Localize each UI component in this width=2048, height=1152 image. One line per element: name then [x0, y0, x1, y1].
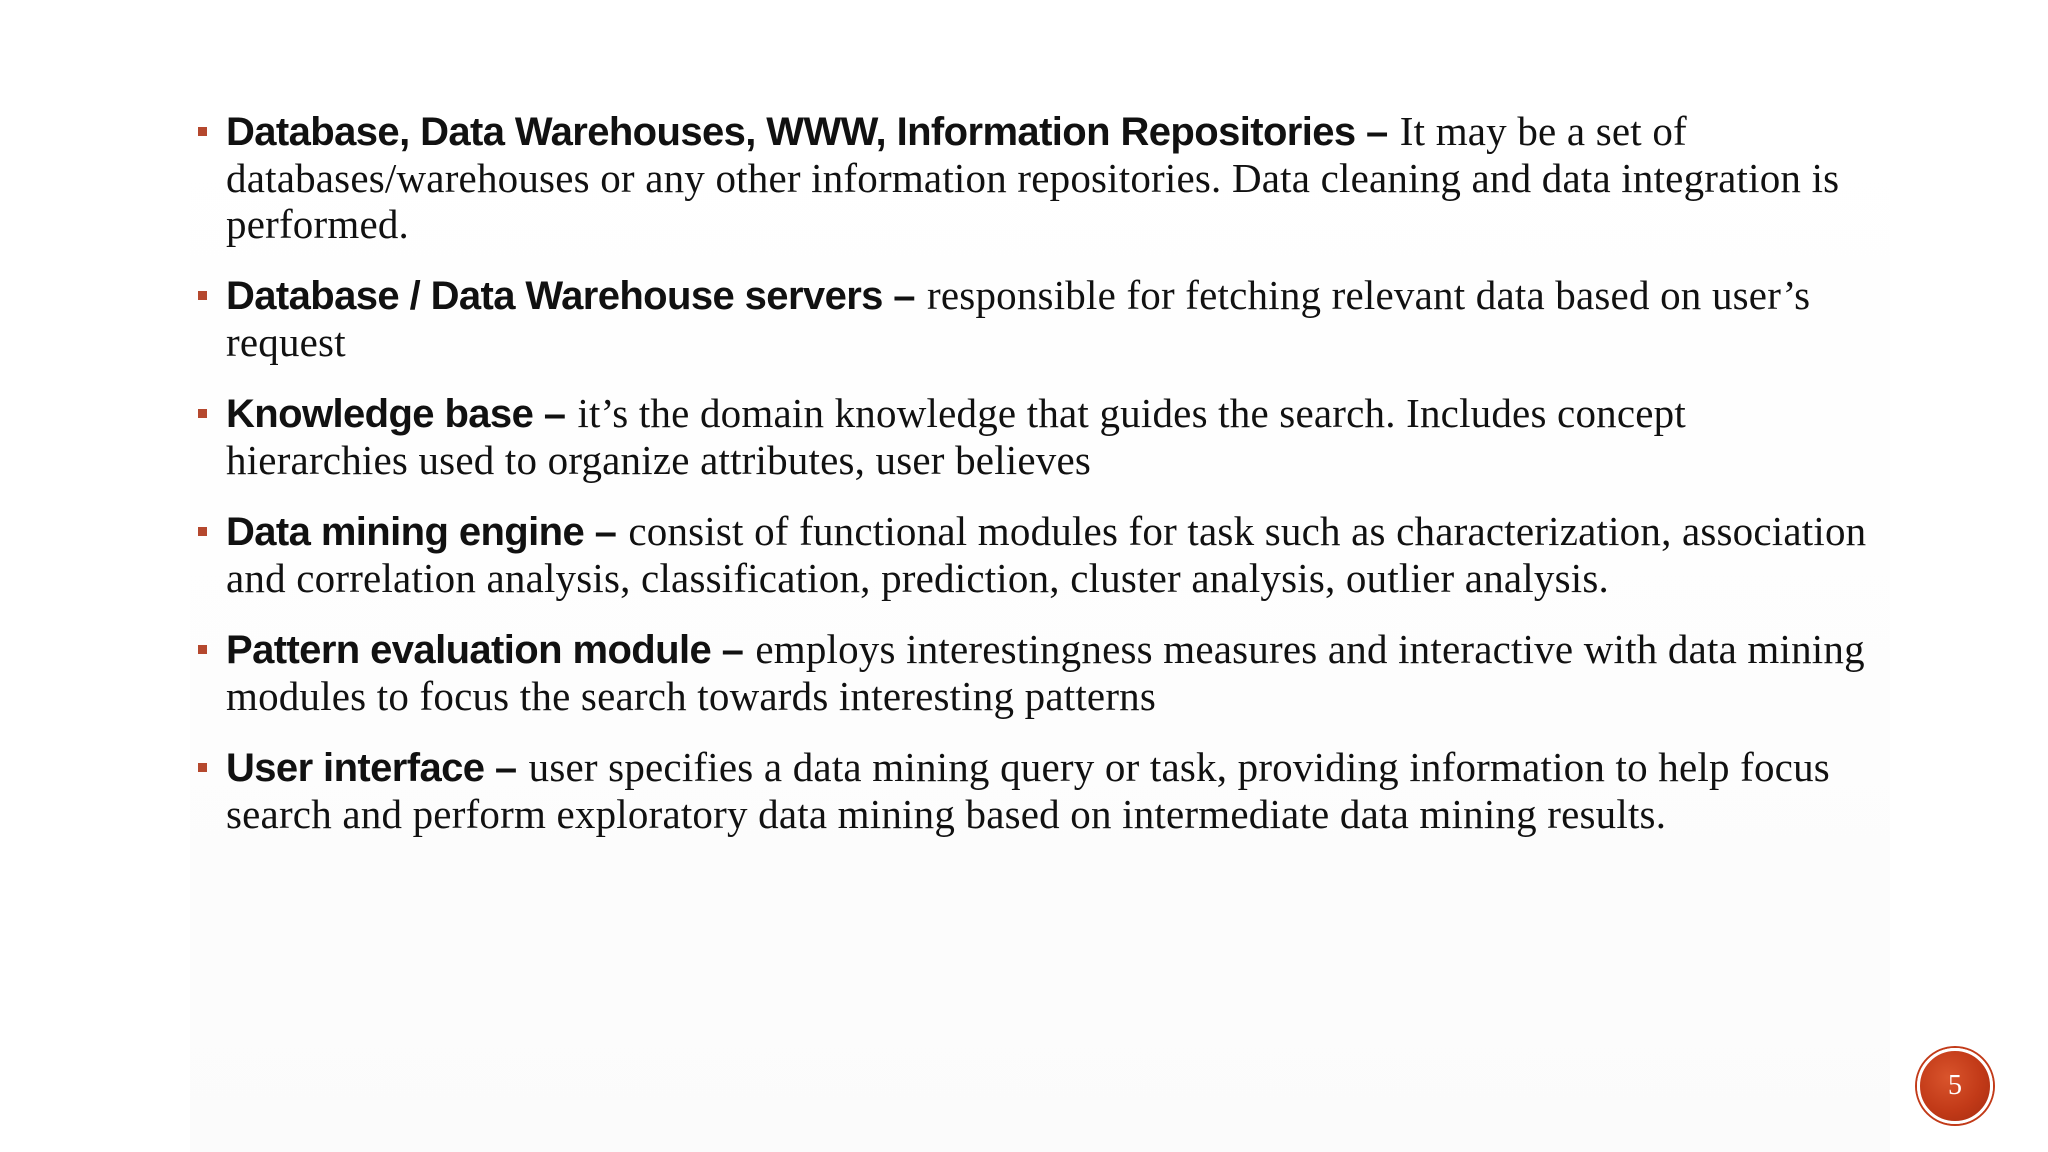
- bullet-list: [190, 108, 1870, 862]
- square-bullet-icon: [198, 645, 207, 654]
- bullet-text: consist of functional modules for task such as characterization, association and correlation analysis, classification, prediction, cluster analysis, outlier analysis.: [226, 508, 1867, 601]
- bullet-dash: –: [494, 746, 529, 790]
- bullet-dash: –: [543, 392, 578, 436]
- bullet-dash: –: [594, 510, 629, 554]
- bullet-item: [190, 626, 1870, 719]
- bullet-text: it’s the domain knowledge that guides the search. Includes concept hierarchies used to organize attributes, user believes: [226, 390, 1686, 483]
- bullet-term: User interface: [226, 746, 485, 790]
- square-bullet-icon: [198, 527, 207, 536]
- bullet-item: [190, 508, 1870, 601]
- bullet-term: Database, Data Warehouses, WWW, Information Repositories: [226, 110, 1356, 154]
- bullet-dash: –: [893, 274, 928, 318]
- bullet-text: employs interestingness measures and interactive with data mining modules to focus the search towards interesting patterns: [226, 626, 1865, 719]
- bullet-term: Knowledge base: [226, 392, 534, 436]
- page-number: 5: [1948, 1070, 1962, 1101]
- square-bullet-icon: [198, 763, 207, 772]
- square-bullet-icon: [198, 409, 207, 418]
- bullet-item: [190, 390, 1870, 483]
- bullet-text: responsible for fetching relevant data based on user’s request: [226, 272, 1811, 365]
- bullet-dash: –: [1366, 110, 1400, 154]
- bullet-dash: –: [721, 628, 756, 672]
- bullet-text: It may be a set of databases/warehouses or any other information repositories. Data cleaning and data integration is performed.: [226, 108, 1840, 247]
- bullet-term: Pattern evaluation module: [226, 628, 712, 672]
- bullet-item: [190, 744, 1870, 837]
- bullet-term: Database / Data Warehouse servers: [226, 274, 883, 318]
- page-number-badge: [1917, 1048, 1993, 1124]
- bullet-text: user specifies a data mining query or task, providing information to help focus search and perform exploratory data mining based on intermediate data mining results.: [226, 744, 1830, 837]
- bullet-item: [190, 108, 1870, 247]
- square-bullet-icon: [198, 291, 207, 300]
- square-bullet-icon: [198, 127, 207, 136]
- bullet-item: [190, 272, 1870, 365]
- bullet-term: Data mining engine: [226, 510, 585, 554]
